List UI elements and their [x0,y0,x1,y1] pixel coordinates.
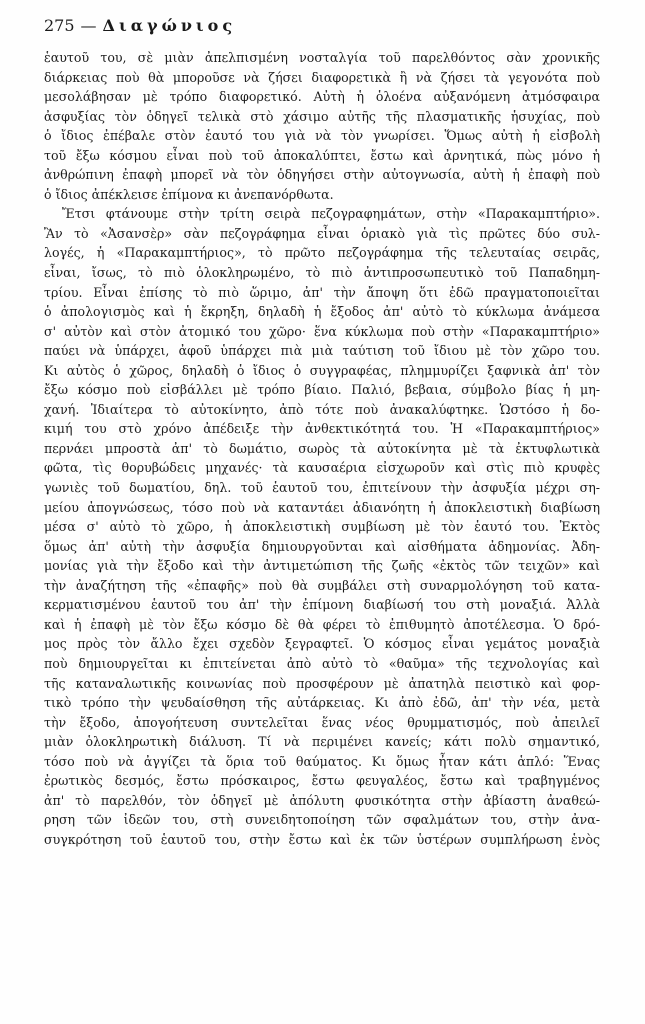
text-line: μος πρὸς τὸν ἄλλο ἔχει σχεδὸν ξεγραφτεῖ. Ὁ κόσμος εἶναι γεμάτος μοναξιὰ [44,636,600,652]
text-line: παύει νὰ ὑπάρχει, ἀφοῦ ὑπάρχει πιὰ μιὰ ταύτιση τοῦ ἴδιου μὲ τὸν χῶρο του. [44,343,600,359]
text-line: φῶτα, τὶς θορυβώδεις μηχανές· τὰ καυσαέρια εἰσχωροῦν καὶ στὶς πιὸ κρυφὲς [44,460,600,476]
text-line: Ἂν τὸ «Ἀσανσὲρ» σὰν πεζογράφημα εἶναι ὁριακὸ γιὰ τὶς πρῶτες δύο συλ- [44,225,600,241]
text-line: καὶ ἡ ἐπαφὴ μὲ τὸν ἔξω κόσμο δὲ θὰ φέρει τὸ ἐπιθυμητὸ ἀποτέλεσμα. Ὁ δρό- [44,616,600,632]
text-line: χανή. Ἰδιαίτερα τὸ αὐτοκίνητο, ἀπὸ τότε ποὺ ἀνακαλύφτηκε. Ὡστόσο ἡ δο- [44,401,600,417]
text-line: ἀνθρώπινη ἐπαφὴ μπορεῖ νὰ τὸν ὁδηγήσει στὴν αὐτογνωσία, αὐτὴ ἡ ἐπαφὴ ποὺ [44,167,600,183]
header-separator: — [80,16,97,35]
text-line: ὁ ἴδιος ἐπέβαλε στὸν ἑαυτό του γιὰ νὰ τὸν γνωρίσει. Ὅμως αὐτὴ ἡ εἰσβολὴ [44,128,600,144]
text-line: μεσολάβησαν μὲ τρόπο διαφορετικό. Αὐτὴ ἡ ὁλοένα αὐξανόμενη ἀτμόσφαιρα [44,89,600,105]
text-line: τῆς καταναλωτικῆς κοινωνίας ποὺ προσφέρουν μὲ ἀπατηλὰ πειστικὸ καὶ φορ- [44,675,600,691]
text-line: ἐρωτικὸς δεσμός, ἔστω πρόσκαιρος, ἔστω φευγαλέος, ἔστω καὶ τραβηγμένος [44,773,600,789]
text-line: μιὰν ὁλοκληρωτικὴ διάλυση. Τί νὰ περιμένει κανείς; κάτι πολὺ σημαντικό, [44,734,600,750]
text-line: λογές, ἡ «Παρακαμπτήριος», τὸ πρῶτο πεζογράφημα τῆς τελευταίας σειρᾶς, [44,245,600,261]
running-title: Διαγώνιος [102,16,237,35]
text-line: μείου ἀπογνώσεως, τόσο ποὺ νὰ καταντάει ἀδιανόητη ἡ ἀποκλειστικὴ διαβίωση [44,499,600,515]
text-line: κιμή του στὸ χρόνο ἀπέδειξε τὴν ἀνθεκτικότητά του. Ἡ «Παρακαμπτήριος» [44,421,600,437]
text-line: ἑαυτοῦ του, σὲ μιὰν ἀπελπισμένη νοσταλγία τοῦ παρελθόντος σὰν χρονικῆς [44,50,600,65]
paragraph-start-line: Ἔτσι φτάνουμε στὴν τρίτη σειρὰ πεζογραφημάτων, στὴν «Παρακαμπτήριο». [62,206,600,222]
text-line: γωνιὲς τοῦ δωματίου, δηλ. τοῦ ἑαυτοῦ του, ἐπιτείνουν τὴν ἀσφυξία μέχρι ση- [44,480,600,496]
body-text [44,48,600,849]
text-line: εἶναι, ἴσως, τὸ πιὸ ὁλοκληρωμένο, τὸ πιὸ ἀντιπροσωπευτικὸ τοῦ Παπαδημη- [44,265,600,281]
text-line: συγκρότηση τοῦ ἑαυτοῦ του, στὴν ἔστω καὶ ἐκ τῶν ὑστέρων συμπλήρωση ἑνὸς [44,831,600,847]
text-line: τὴν ἀναζήτηση τῆς «ἐπαφῆς» ποὺ θὰ συμβάλει στὴ συναρμολόγηση τοῦ κατα- [44,577,600,593]
text-line: μονίας γιὰ τὴν ἔξοδο καὶ τὴν ἀντιμετώπιση τῆς ζωῆς «ἐκτὸς τῶν τειχῶν» καὶ [44,558,600,574]
text-line: μέσα σ' αὐτὸ τὸ χῶρο, ἡ ἀποκλειστικὴ συμβίωση μὲ τὸν ἑαυτό του. Ἐκτὸς [44,519,600,535]
text-line: διάρκειας ποὺ θὰ μποροῦσε νὰ ζήσει διαφορετικὰ ἢ νὰ ζήσει τὰ γεγονότα ποὺ [44,69,600,85]
text-line: ρηση τῶν ἰδεῶν του, στὴ συνειδητοποίηση τῶν σφαλμάτων του, στὴν ἀνα- [44,812,600,828]
text-line: ποὺ δημιουργεῖται κι ἐπιτείνεται ἀπὸ αὐτὸ τὸ «θαῦμα» τῆς τεχνολογίας καὶ [44,655,600,671]
text-line: τοῦ ἔξω κόσμου εἶναι ποὺ τοῦ ἀποκαλύπτει, ἔστω καὶ ἀρνητικά, πὼς μόνο ἡ [44,147,600,163]
text-line: ἔξω κόσμο ποὺ εἰσβάλλει μὲ τρόπο βίαιο. Παλιό, βεβαια, σύμβολο βίας ἡ μη- [44,382,600,398]
text-line: τὴν ἔξοδο, ἀπογοήτευση συντελεῖται ἕνας νέος θρυμματισμός, ποὺ ἀπειλεῖ [44,714,600,730]
text-line: τικὸ τρόπο τὴν ψευδαίσθηση τῆς αὐτάρκειας. Κι ἀπὸ ἐδῶ, ἀπ' τὴν νέα, μετὰ [44,695,600,711]
text-line: τόσο ποὺ νὰ ἀγγίζει τὰ ὅρια τοῦ θαύματος. Κι ὅμως ἦταν κάτι ἁπλό: Ἕνας [44,753,600,769]
text-line: σ' αὐτὸν καὶ στὸν ἀτομικό του χῶρο· ἕνα κύκλωμα ποὺ στὴν «Παρακαμπτήριο» [44,323,600,339]
text-line: ἀσφυξίας τὸν ὁδηγεῖ τελικὰ στὸ χάσιμο αὐτῆς τῆς πλασματικῆς ἡσυχίας, ποὺ [44,108,600,124]
paragraph-end-line: ὁ ἴδιος ἀπέκλεισε ἐπίμονα κι ἀνεπανόρθωτα. [44,186,334,202]
text-line: ἀπ' τὸ παρελθόν, τὸν ὁδηγεῖ μὲ ἀπόλυτη φυσικότητα στὴν ἀβίαστη ἀναθεώ- [44,792,600,808]
text-line: κερματισμένου ἑαυτοῦ του ἀπ' τὴν ἐπίμονη διαβίωσή του στὴ μοναξιά. Ἀλλὰ [44,597,600,613]
page-number: 275 [44,16,75,35]
text-line: περνάει μπροστὰ ἀπ' τὸ δωμάτιο, σωρὸς τὰ αὐτοκίνητα μὲ τὰ ἐκτυφλωτικὰ [44,440,600,456]
text-line: ὁ ἀπολογισμὸς καὶ ἡ ἔκρηξη, δηλαδὴ ἡ ἔξοδος ἀπ' αὐτὸ τὸ κύκλωμα ἀνάμεσα [44,304,600,320]
text-line: Κι αὐτὸς ὁ χῶρος, δηλαδὴ ὁ ἴδιος ὁ συγγραφέας, πλημμυρίζει ξαφνικὰ ἀπ' τὸν [44,362,600,378]
running-head [44,16,236,35]
text-line: τρίου. Εἶναι ἐπίσης τὸ πιὸ ὥριμο, ἀπ' τὴν ἄποψη ὅτι ἐδῶ πραγματοποιεῖται [44,284,600,300]
text-line: ὅμως ἀπ' αὐτὴ τὴν ἀσφυξία δημιουργοῦνται καὶ αἰσθήματα ἀδημονίας. Ἀδη- [44,538,600,554]
